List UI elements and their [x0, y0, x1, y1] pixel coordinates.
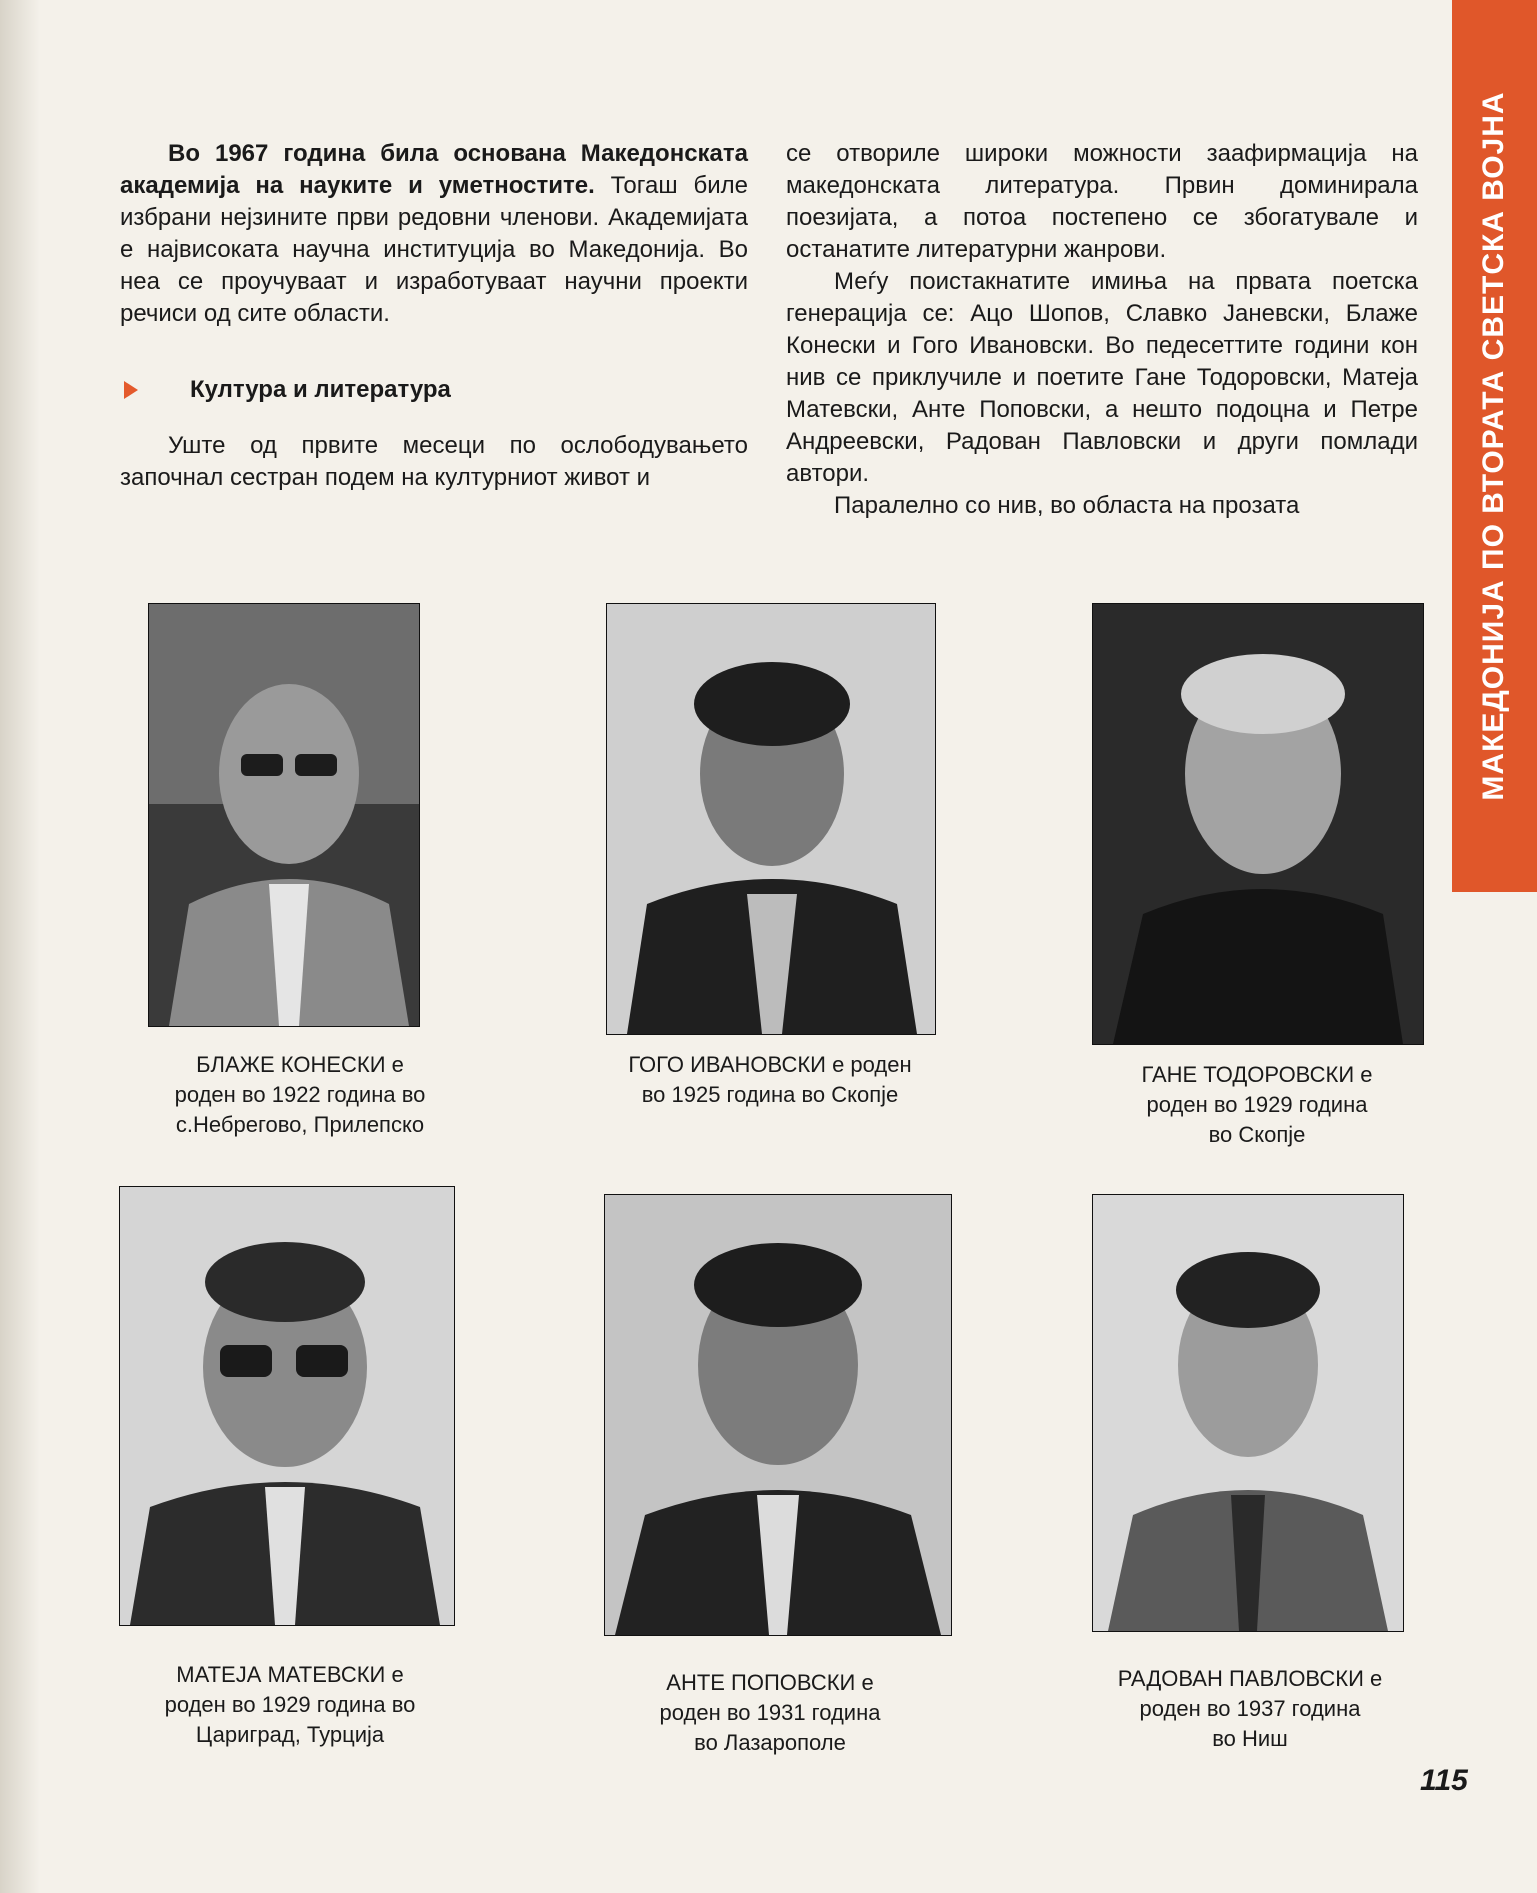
caption-line: МАТЕЈА МАТЕВСКИ е	[176, 1662, 404, 1687]
caption-line: РАДОВАН ПАВЛОВСКИ е	[1117, 1666, 1383, 1691]
right-text-column	[786, 138, 1418, 522]
portrait-photo-todorovski	[1092, 603, 1424, 1045]
caption-pavlovski	[1070, 1664, 1430, 1754]
left-text-column	[120, 138, 748, 494]
caption-line: Цариград, Турција	[195, 1722, 385, 1747]
caption-line: ГАНЕ ТОДОРОВСКИ е	[1141, 1062, 1373, 1087]
caption-ivanovski	[590, 1050, 950, 1110]
portrait-photo-icon	[607, 604, 935, 1034]
portrait-photo-icon	[120, 1187, 454, 1625]
section-title: Култура и литература	[190, 376, 451, 403]
caption-todorovski	[1077, 1060, 1437, 1150]
portrait-photo-icon	[149, 604, 419, 1026]
page-gutter-shadow	[0, 0, 40, 1893]
caption-line: роден во 1929 година	[1146, 1092, 1368, 1117]
caption-line: с.Небрегово, Прилепско	[175, 1112, 425, 1137]
poets-paragraph: Меѓу поистакнатите имиња на првата поетска генерација се: Ацо Шопов, Славко Јаневски, Блаже Конески и Гого Ивановски. Во педесеттите години кон нив се приклучиле и поетите Гане Тодоровски, Матеја Матевски, Анте Поповски, а нешто подоцна и Петре Андреевски, Радован Павловски и други помлади автори.	[786, 268, 1418, 487]
caption-line: АНТЕ ПОПОВСКИ е	[666, 1670, 874, 1695]
chapter-side-tab	[1452, 0, 1537, 892]
page-number: 115	[1420, 1764, 1468, 1797]
portrait-photo-icon	[605, 1195, 951, 1635]
caption-line: во 1925 година во Скопје	[641, 1082, 899, 1107]
section-arrow-icon	[124, 381, 138, 399]
academy-paragraph-rest: Тогаш биле избрани нејзините први редовни членови. Академијата е највисоката научна институција во Македонија. Во неа се проучуваат и изработуваат научни проекти речиси од сите области.	[120, 172, 748, 327]
caption-popovski	[600, 1668, 940, 1758]
caption-line: роден во 1929 година во	[164, 1692, 416, 1717]
chapter-side-tab-label: МАКЕДОНИЈА ПО ВТОРАТА СВЕТСКА ВОЈНА	[1477, 91, 1510, 801]
portrait-photo-matevski	[119, 1186, 455, 1626]
caption-line: роден во 1931 година	[659, 1700, 881, 1725]
caption-line: во Лазарополе	[694, 1730, 846, 1755]
literature-paragraph: се отвориле широки можности заафирмација на македонската литература. Првин доминирала поезијата, а потоа постепено се збогатувале и останатите литературни жанрови.	[786, 140, 1418, 263]
caption-line: БЛАЖЕ КОНЕСКИ е	[196, 1052, 404, 1077]
portrait-photo-pavlovski	[1092, 1194, 1404, 1632]
caption-line: роден во 1922 година во	[174, 1082, 426, 1107]
caption-matevski	[120, 1660, 460, 1750]
portrait-photo-icon	[1093, 1195, 1403, 1631]
portrait-photo-popovski	[604, 1194, 952, 1636]
caption-koneski	[130, 1050, 470, 1140]
portrait-photo-icon	[1093, 604, 1423, 1044]
academy-paragraph-bold: Во 1967 година била основана Македонската академија на науките и уметностите.	[120, 140, 748, 199]
portrait-photo-ivanovski	[606, 603, 936, 1035]
caption-line: ГОГО ИВАНОВСКИ е роден	[628, 1052, 912, 1077]
section-heading	[120, 374, 748, 406]
caption-line: во Ниш	[1212, 1726, 1288, 1751]
caption-line: роден во 1937 година	[1139, 1696, 1361, 1721]
caption-line: во Скопје	[1208, 1122, 1306, 1147]
prose-paragraph: Паралелно со нив, во областа на прозата	[834, 492, 1300, 519]
portrait-photo-koneski	[148, 603, 420, 1027]
culture-paragraph: Уште од првите месеци по ослободувањето започнал сестран подем на културниот живот и	[120, 432, 748, 491]
academy-paragraph	[120, 138, 748, 330]
